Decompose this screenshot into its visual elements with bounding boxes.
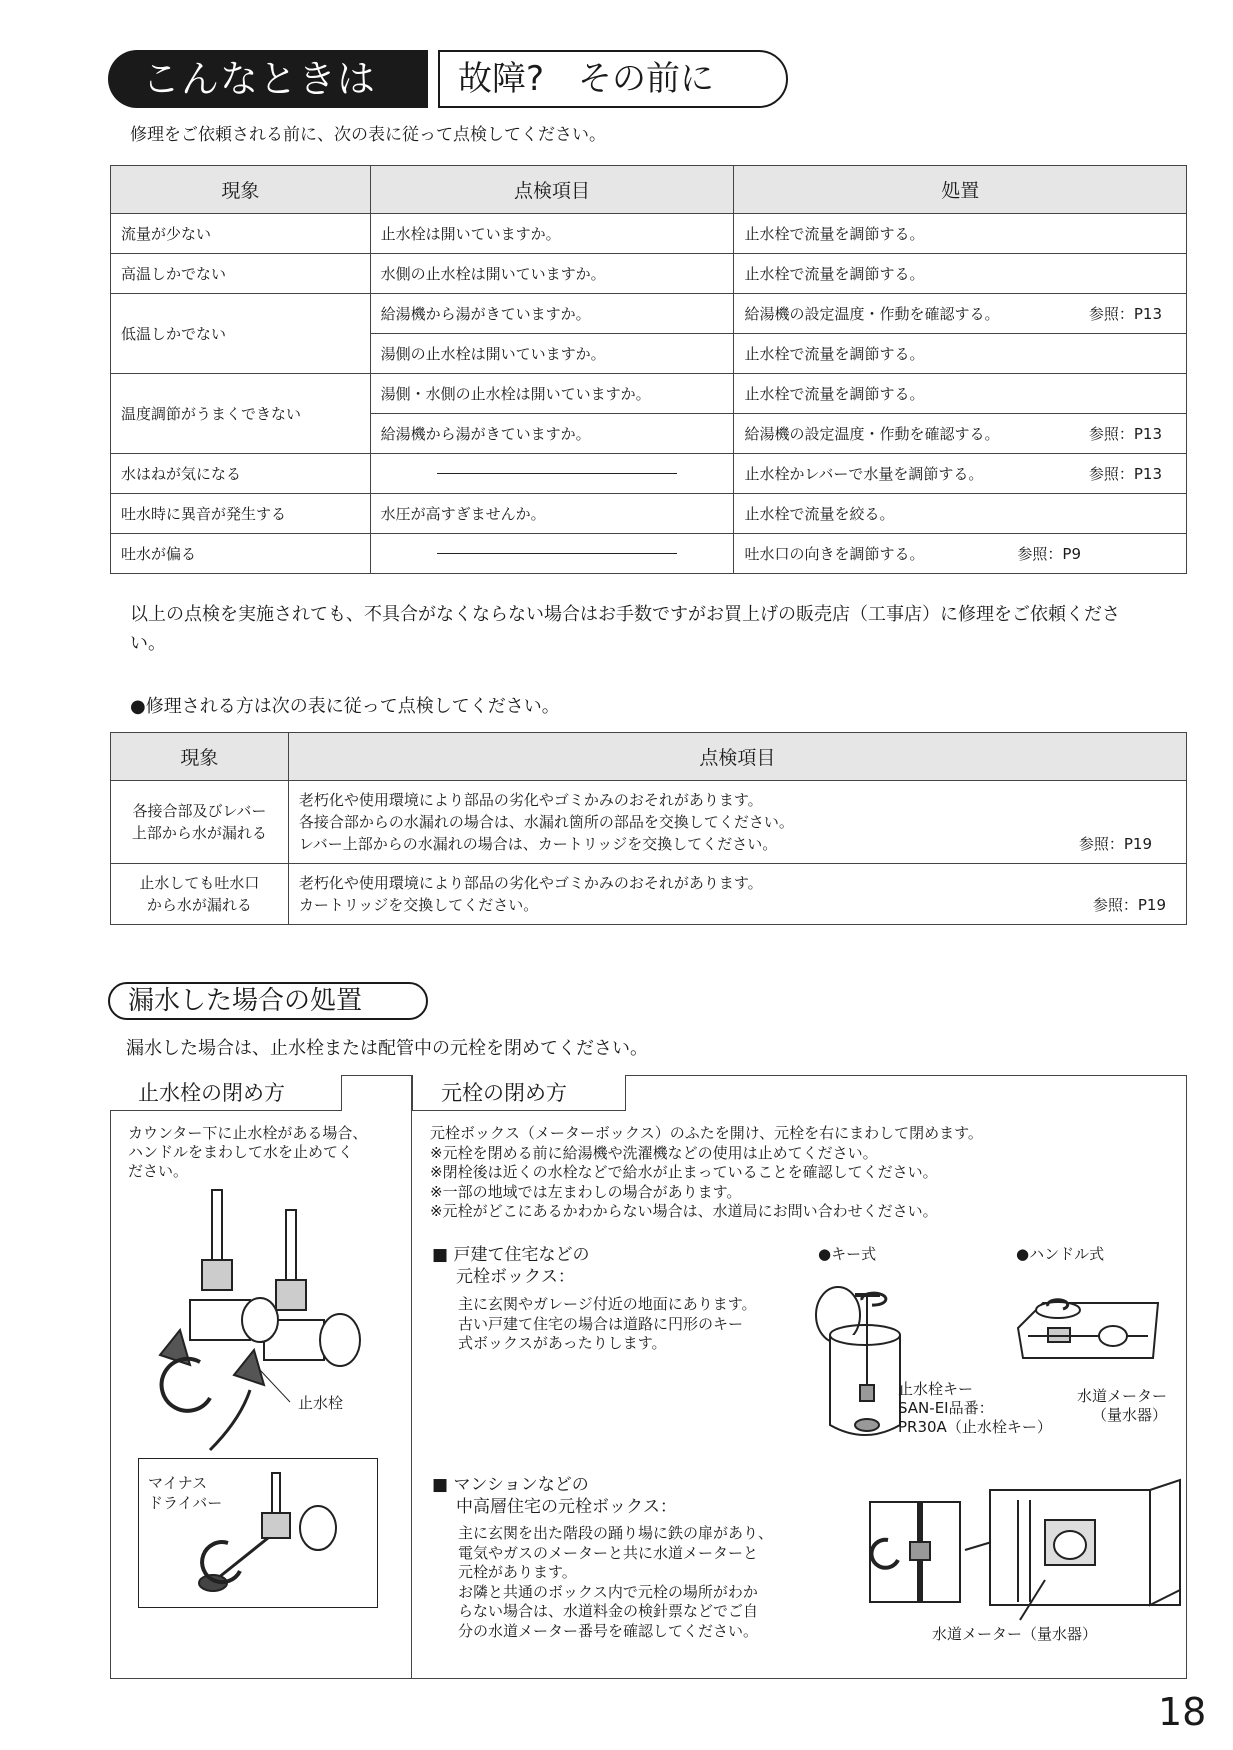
page-reference: 参照：P13	[1088, 465, 1162, 483]
symptom-cell	[111, 781, 289, 864]
action-cell: 止水栓で流量を調節する。	[734, 214, 1187, 254]
heading-line: 元栓ボックス：	[456, 1267, 575, 1287]
dash-line	[437, 473, 677, 474]
tab-main-valve: 元栓の閉め方	[412, 1075, 626, 1111]
heading-line: ■ マンションなどの	[432, 1475, 589, 1495]
stop-valve-illustration	[150, 1190, 420, 1450]
dash-line	[437, 553, 677, 554]
instruction-line: ※元栓がどこにあるかわからない場合は、水道局にお問い合わせください。	[430, 1202, 938, 1220]
symptom-line: から水が漏れる	[146, 896, 252, 914]
action-cell: 止水栓で流量を絞る。	[734, 494, 1187, 534]
action-cell: 止水栓で流量を調節する。	[734, 334, 1187, 374]
table-row	[111, 214, 1187, 254]
table-row	[111, 494, 1187, 534]
mansion-box-illustration	[870, 1490, 1190, 1610]
action-cell	[734, 534, 1187, 574]
repair-note: ●修理される方は次の表に従って点検してください。	[130, 696, 560, 717]
caption-line: 止水栓キー	[898, 1380, 974, 1398]
stop-valve-instructions	[128, 1124, 398, 1181]
heading-line: 中高層住宅の元栓ボックス：	[456, 1497, 677, 1517]
symptom-cell: 水はねが気になる	[111, 454, 371, 494]
action-text: 吐水口の向きを調節する。	[744, 545, 925, 563]
check-line: 老朽化や使用環境により部品の劣化やゴミかみのおそれがあります。	[298, 791, 763, 809]
check-cell: 水側の止水栓は開いていますか。	[370, 254, 734, 294]
action-text: 給湯機の設定温度・作動を確認する。	[744, 425, 1000, 443]
symptom-line: 止水しても吐水口	[139, 874, 260, 892]
mansion-description	[458, 1524, 773, 1641]
house-heading	[432, 1244, 589, 1288]
check-line	[299, 833, 1176, 855]
description-line: らない場合は、水道料金の検針票などでご自	[458, 1602, 759, 1620]
header-action: 処置	[734, 166, 1187, 214]
repair-table	[110, 732, 1187, 925]
symptom-cell: 吐水が偏る	[111, 534, 371, 574]
symptom-cell: 吐水時に異音が発生する	[111, 494, 371, 534]
symptom-cell	[111, 864, 289, 925]
caption-line: SAN-EI品番：	[898, 1399, 994, 1417]
meter-caption	[1058, 1387, 1167, 1425]
description-line: 主に玄関やガレージ付近の地面にあります。	[458, 1295, 757, 1313]
table-header-row	[111, 166, 1187, 214]
check-cell: 給湯機から湯がきていますか。	[370, 414, 734, 454]
mansion-heading	[432, 1474, 677, 1518]
header-check: 点検項目	[288, 733, 1186, 781]
after-table-note: 以上の点検を実施されても、不具合がなくならない場合はお手数ですがお買上げの販売店（工事店）に修理をご依頼ください。	[130, 604, 1120, 654]
check-cell: 止水栓は開いていますか。	[370, 214, 734, 254]
main-valve-instructions	[430, 1124, 1170, 1222]
check-line: 老朽化や使用環境により部品の劣化やゴミかみのおそれがあります。	[298, 874, 763, 892]
action-text: 給湯機の設定温度・作動を確認する。	[744, 305, 1000, 323]
instruction-line: ハンドルをまわして水を止めてく	[128, 1143, 354, 1161]
instruction-line: 元栓ボックス（メーターボックス）のふたを開け、元栓を右にまわして閉めます。	[430, 1124, 983, 1142]
check-cell: 水圧が高すぎませんか。	[370, 494, 734, 534]
screwdriver-label-2: ドライバー	[148, 1494, 223, 1512]
action-text: 止水栓かレバーで水量を調節する。	[744, 465, 984, 483]
leak-section-title: 漏水した場合の処置	[108, 982, 428, 1020]
page-reference: 参照：P13	[1088, 425, 1162, 443]
key-type-label: ●キー式	[818, 1245, 877, 1263]
symptom-cell: 高温しかでない	[111, 254, 371, 294]
header-symptom: 現象	[111, 733, 289, 781]
check-cell	[370, 534, 734, 574]
page-title-banner	[108, 50, 788, 108]
description-line: お隣と共通のボックス内で元栓の場所がわか	[458, 1582, 758, 1601]
action-cell	[734, 294, 1187, 334]
table-row	[111, 454, 1187, 494]
description-line: 分の水道メーター番号を確認してください。	[458, 1621, 759, 1640]
instruction-line: ※一部の地域では左まわしの場合があります。	[430, 1182, 742, 1201]
check-cell: 給湯機から湯がきていますか。	[370, 294, 734, 334]
check-cell: 湯側・水側の止水栓は開いていますか。	[370, 374, 734, 414]
check-cell	[370, 454, 734, 494]
handle-type-label: ●ハンドル式	[1016, 1245, 1105, 1263]
symptom-line: 各接合部及びレバー	[132, 802, 267, 820]
table-row	[111, 534, 1187, 574]
action-cell: 止水栓で流量を調節する。	[734, 254, 1187, 294]
description-line: 電気やガスのメーターと共に水道メーターと	[458, 1543, 759, 1562]
page-reference: 参照：P19	[1092, 896, 1166, 914]
house-description	[458, 1295, 757, 1354]
troubleshooting-table	[110, 165, 1187, 574]
page-number: 18	[1158, 1690, 1207, 1734]
leak-intro: 漏水した場合は、止水栓または配管中の元栓を閉めてください。	[126, 1038, 648, 1059]
instruction-line: カウンター下に止水栓がある場合、	[128, 1124, 368, 1142]
page-reference: 参照：P13	[1088, 305, 1162, 323]
page-reference: 参照：P9	[1017, 545, 1081, 563]
stop-valve-label: 止水栓	[298, 1394, 344, 1412]
symptom-line: 上部から水が漏れる	[131, 824, 267, 842]
header-symptom: 現象	[111, 166, 371, 214]
instruction-line: ※元栓を閉める前に給湯機や洗濯機などの使用は止めてください。	[430, 1143, 878, 1162]
symptom-cell: 流量が少ない	[111, 214, 371, 254]
symptom-cell: 低温しかでない	[111, 294, 371, 374]
caption-line: （量水器）	[1092, 1406, 1168, 1424]
action-cell	[734, 414, 1187, 454]
instruction-line: ※閉栓後は近くの水栓などで給水が止まっていることを確認してください。	[430, 1163, 938, 1181]
description-line: 式ボックスがあったりします。	[458, 1334, 667, 1352]
table-row	[111, 781, 1187, 864]
check-line	[299, 894, 1176, 916]
check-cell	[288, 864, 1186, 925]
caption-line: PR30A（止水栓キー）	[898, 1418, 1052, 1436]
screwdriver-inset	[138, 1458, 378, 1608]
meter-bottom-caption: 水道メーター（量水器）	[932, 1625, 1098, 1643]
symptom-cell: 温度調節がうまくできない	[111, 374, 371, 454]
table-header-row	[111, 733, 1187, 781]
handle-box-illustration	[1018, 1288, 1168, 1378]
action-cell	[734, 454, 1187, 494]
intro-text: 修理をご依頼される前に、次の表に従って点検してください。	[130, 125, 606, 145]
description-line: 古い戸建て住宅の場合は道路に円形のキー	[458, 1314, 744, 1333]
tab-stop-valve: 止水栓の閉め方	[110, 1075, 342, 1111]
check-text: カートリッジを交換してください。	[298, 896, 539, 914]
table-row	[111, 254, 1187, 294]
heading-line: ■ 戸建て住宅などの	[432, 1245, 590, 1265]
instruction-line: ださい。	[128, 1162, 189, 1180]
action-cell: 止水栓で流量を調節する。	[734, 374, 1187, 414]
check-cell: 湯側の止水栓は開いていますか。	[370, 334, 734, 374]
caption-line: 水道メーター	[1077, 1387, 1168, 1405]
page-subtitle: 故障? その前に	[438, 50, 788, 108]
description-line: 元栓があります。	[458, 1563, 577, 1581]
table-row	[111, 374, 1187, 414]
check-text: レバー上部からの水漏れの場合は、カートリッジを交換してください。	[298, 835, 778, 853]
screwdriver-label-1: マイナス	[148, 1474, 208, 1492]
check-line: 各接合部からの水漏れの場合は、水漏れ箇所の部品を交換してください。	[298, 813, 794, 831]
table-row	[111, 294, 1187, 334]
table-row	[111, 864, 1187, 925]
page-reference: 参照：P19	[1078, 835, 1152, 853]
page-title: こんなときは	[108, 50, 428, 108]
header-check: 点検項目	[370, 166, 734, 214]
description-line: 主に玄関を出た階段の踊り場に鉄の扉があり、	[458, 1524, 774, 1542]
key-caption	[898, 1380, 1052, 1437]
check-cell	[288, 781, 1186, 864]
